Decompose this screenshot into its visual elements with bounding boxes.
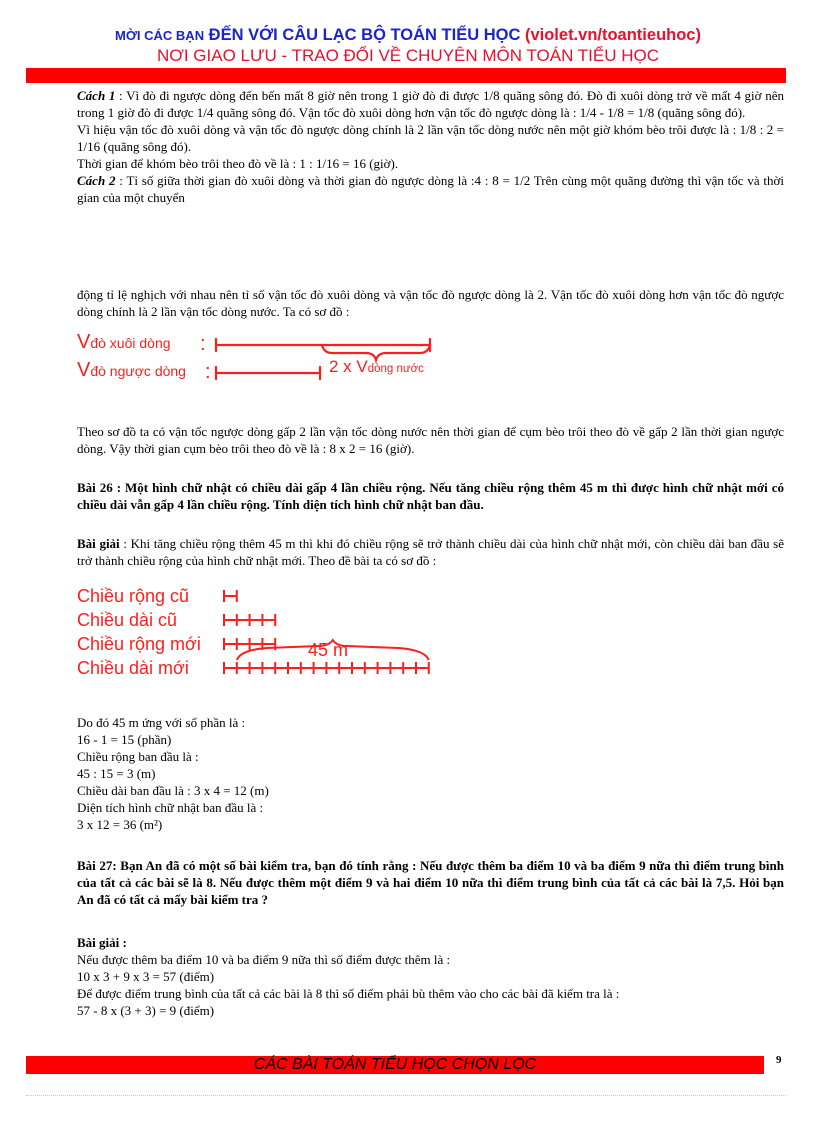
bai27-solution-label: Bài giải : bbox=[77, 935, 127, 950]
bai26-step: 45 : 15 = 3 (m) bbox=[77, 766, 156, 781]
header-prefix: MỜI CÁC BẠN bbox=[115, 28, 205, 43]
bai26-step: 3 x 12 = 36 (m²) bbox=[77, 817, 163, 832]
bai26-steps bbox=[77, 714, 784, 833]
diagram1-colon1: : bbox=[200, 333, 206, 355]
bai26-step: Chiều dài ban đầu là : 3 x 4 = 12 (m) bbox=[77, 783, 269, 798]
diagram2-label-rong-cu: Chiều rộng cũ bbox=[77, 586, 190, 606]
paragraph-ti-le: động tỉ lệ nghịch với nhau nên tỉ số vận tốc đò xuôi dòng và vận tốc đò ngược dòng là 2. Vận tốc đò xuôi dòng hơn vận tốc đò ngược dòng chính là 2 lần vận tốc dòng nước. Ta có sơ đồ : bbox=[77, 287, 784, 319]
cach2-label: Cách 2 bbox=[77, 173, 116, 188]
page-bottom-divider bbox=[26, 1095, 786, 1096]
diagram1-sub1: đò xuôi dòng bbox=[90, 335, 171, 351]
diagram1-v2: V bbox=[77, 359, 91, 381]
bai27-step: 10 x 3 + 9 x 3 = 57 (điểm) bbox=[77, 969, 215, 984]
bai27-step: Để được điểm trung bình của tất cả các bài là 8 thì số điểm phải bù thêm vào cho các bài đã kiểm tra là : bbox=[77, 986, 620, 1001]
bai27-title-text: Bài 27: Bạn An đã có một số bài kiểm tra, bạn đó tính rằng : Nếu được thêm ba điểm 10 và ba điểm 9 nữa thì điểm trung bình của tất cả các bài sẽ là 8. Nếu được thêm một điểm 9 và hai điểm 10 nữa thì điểm trung bình của tất cả các bài là 7,5. Hỏi bạn An đã có tất cả mấy bài kiểm tra ? bbox=[77, 858, 784, 907]
diagram1-colon2: : bbox=[205, 361, 211, 383]
diagram2-label-dai-moi: Chiều dài mới bbox=[77, 658, 189, 678]
bai26-step: Chiều rộng ban đầu là : bbox=[77, 749, 199, 764]
paragraph-hieu-van-toc: Vì hiệu vận tốc đò xuôi dòng và vận tốc đò ngược dòng chính là 2 lần vận tốc dòng nước nên một giờ khóm bèo trôi được là : 1/8 : 2 = 1/16 (quãng sông đó). bbox=[77, 122, 784, 154]
cach1-text: : Vì đò đi ngược dòng đến bến mất 8 giờ nên trong 1 giờ đò đi được 1/8 quãng sông đó. Đò đi xuôi dòng trở về mất 4 giờ nên trong 1 giờ đò đi được 1/4 quãng sông đó. Vận tốc đò xuôi dòng hơn vận tốc đò ngược dòng là : 1/4 - 1/8 = 1/8 (quãng sông đó). bbox=[77, 88, 784, 120]
page-number: 9 bbox=[776, 1054, 782, 1066]
bai26-step: 16 - 1 = 15 (phần) bbox=[77, 732, 172, 747]
bai27-title bbox=[77, 857, 784, 908]
bai27-step: Nếu được thêm ba điểm 10 và ba điểm 9 nữa thì số điểm được thêm là : bbox=[77, 952, 451, 967]
bai26-title-text: Bài 26 : Một hình chữ nhật có chiều dài gấp 4 lần chiều rộng. Nếu tăng chiều rộng thêm 45 m thì được hình chữ nhật mới có chiều dài vẫn gấp 4 lần chiều rộng. Tính diện tích hình chữ nhật ban đầu. bbox=[77, 480, 784, 512]
bai26-solution-body: : Khi tăng chiều rộng thêm 45 m thì khi đó chiều rộng sẽ trở thành chiều dài của hình chữ nhật mới, còn chiều dài ban đầu sẽ trở thành chiều rộng của hình chữ nhật mới. Theo đề bài ta có sơ đồ : bbox=[77, 536, 785, 568]
bai27-solution bbox=[77, 934, 784, 1019]
diagram1-brace-sub: dòng nước bbox=[367, 363, 424, 375]
diagram2-label-dai-cu: Chiều dài cũ bbox=[77, 610, 178, 630]
header-main: ĐẾN VỚI CÂU LẠC BỘ TOÁN TIỂU HỌC bbox=[204, 26, 525, 44]
bai26-step: Do đó 45 m ứng với số phần là : bbox=[77, 715, 246, 730]
diagram1-v1: V bbox=[77, 331, 91, 353]
header-link[interactable]: (violet.vn/toantieuhoc) bbox=[524, 26, 701, 44]
bai26-solution-label: Bài giải bbox=[77, 536, 120, 551]
bai27-step: 57 - 8 x (3 + 3) = 9 (điểm) bbox=[77, 1003, 215, 1018]
bai26-step: Diện tích hình chữ nhật ban đầu là : bbox=[77, 800, 264, 815]
paragraph-thoi-gian: Thời gian để khóm bèo trôi theo đò về là : 1 : 1/16 = 16 (giờ). bbox=[77, 156, 399, 171]
cach2-text: : Tỉ số giữa thời gian đò xuôi dòng và thời gian đò ngược dòng là :4 : 8 = 1/2 Trên cùng một quãng đường thì vận tốc và thời gian của một chuyển bbox=[77, 173, 785, 205]
diagram1-sub2: đò ngược dòng bbox=[90, 363, 186, 379]
diagram2-brace-label: 45 m bbox=[308, 640, 349, 660]
diagram2-label-rong-moi: Chiều rộng mới bbox=[77, 634, 201, 654]
diagram1-brace-main: 2 x V bbox=[329, 357, 368, 376]
header-subtitle: NƠI GIAO LƯU - TRAO ĐỔI VỀ CHUYÊN MÔN TOÁN TIỂU HỌC bbox=[156, 46, 659, 65]
footer-bar: CÁC BÀI TOÁN TIỂU HỌC CHỌN LỌC bbox=[26, 1056, 764, 1074]
paragraph-ket-luan: Theo sơ đồ ta có vận tốc ngược dòng gấp 2 lần vận tốc dòng nước nên thời gian để cụm bèo trôi theo đò về gấp 2 lần thời gian ngược dòng. Vậy thời gian cụm bèo trôi theo đò về là : 8 x 2 = 16 (giờ). bbox=[77, 424, 784, 456]
cach1-label: Cách 1 bbox=[77, 88, 116, 103]
